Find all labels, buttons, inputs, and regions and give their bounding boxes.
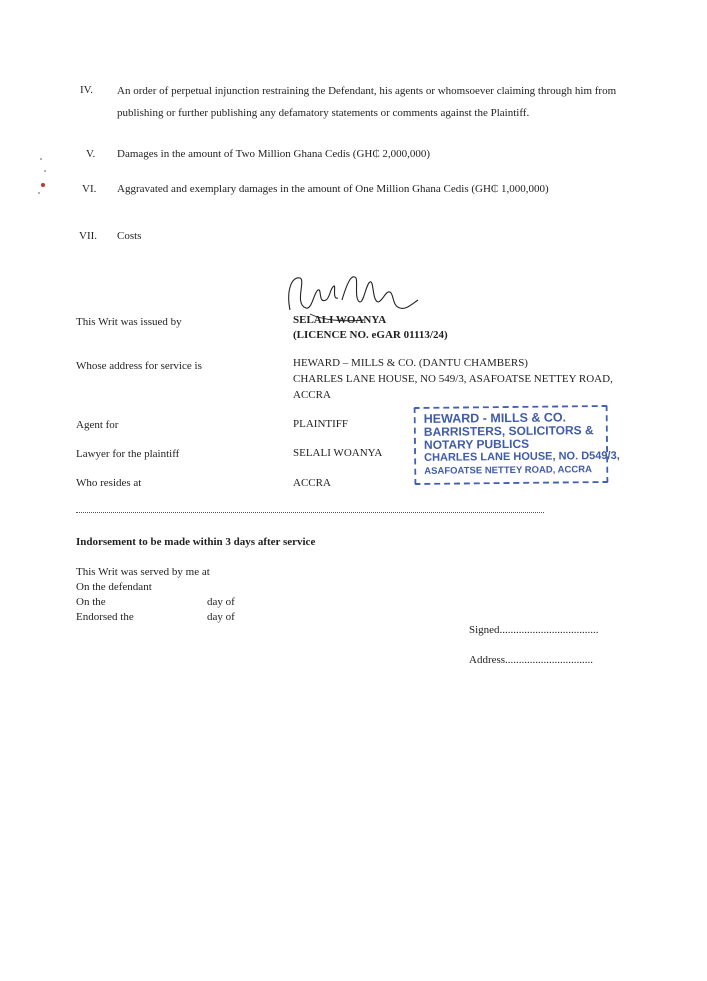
prayer-text: Costs	[117, 230, 142, 242]
indorsement-line: On the	[76, 596, 106, 608]
scan-speck	[41, 183, 45, 187]
stamp-line: HEWARD - MILLS & CO.	[423, 410, 567, 426]
prayer-text: Aggravated and exemplary damages in the amount of One Million Ghana Cedis (GH₵ 1,000,000)	[117, 183, 549, 195]
resides-value: ACCRA	[293, 477, 331, 489]
dotted-divider	[76, 512, 544, 513]
issuer-licence: (LICENCE NO. eGAR 01113/24)	[293, 329, 448, 341]
scan-speck	[44, 170, 46, 172]
stamp-line: CHARLES LANE HOUSE, NO. D549/3,	[424, 449, 620, 464]
address-line-1: HEWARD – MILLS & CO. (DANTU CHAMBERS)	[293, 357, 528, 369]
address-line: Address................................	[469, 654, 594, 666]
indorsement-day-of: day of	[207, 611, 235, 623]
stamp-line: BARRISTERS, SOLICITORS &	[423, 423, 594, 439]
prayer-number: VII.	[79, 230, 98, 242]
address-line-3: ACCRA	[293, 389, 331, 401]
agent-label: Agent for	[76, 419, 119, 431]
indorsement-heading: Indorsement to be made within 3 days after service	[76, 536, 316, 548]
lawyer-label: Lawyer for the plaintiff	[76, 448, 180, 460]
indorsement-day-of: day of	[207, 596, 235, 608]
address-label: Whose address for service is	[76, 360, 202, 372]
address-line-2: CHARLES LANE HOUSE, NO 549/3, ASAFOATSE NETTEY ROAD,	[293, 373, 613, 385]
prayer-number: VI.	[82, 183, 97, 195]
prayer-text: An order of perpetual injunction restraining the Defendant, his agents or whomsoever claiming through him from publishing or further publishing any defamatory statements or comments against the Plaintiff.	[117, 85, 617, 119]
prayer-text: Damages in the amount of Two Million Ghana Cedis (GH₵ 2,000,000)	[117, 148, 431, 160]
issuer-name: SELALI WOANYA	[293, 314, 387, 326]
stamp-line: ASAFOATSE NETTEY ROAD, ACCRA	[424, 464, 592, 477]
firm-stamp	[414, 405, 620, 485]
indorsement-line: On the defendant	[76, 581, 152, 593]
scan-speck	[40, 158, 42, 160]
indorsement-line: Endorsed the	[76, 611, 134, 623]
resides-label: Who resides at	[76, 477, 142, 489]
scan-speck	[38, 192, 40, 194]
signed-line: Signed....................................	[469, 624, 599, 636]
agent-value: PLAINTIFF	[293, 418, 349, 430]
prayer-number: V.	[86, 148, 96, 160]
lawyer-value: SELALI WOANYA	[293, 447, 383, 459]
stamp-line: NOTARY PUBLICS	[423, 436, 530, 452]
issued-by-label: This Writ was issued by	[76, 316, 182, 328]
indorsement-line: This Writ was served by me at	[76, 566, 210, 578]
prayer-number: IV.	[80, 84, 93, 96]
